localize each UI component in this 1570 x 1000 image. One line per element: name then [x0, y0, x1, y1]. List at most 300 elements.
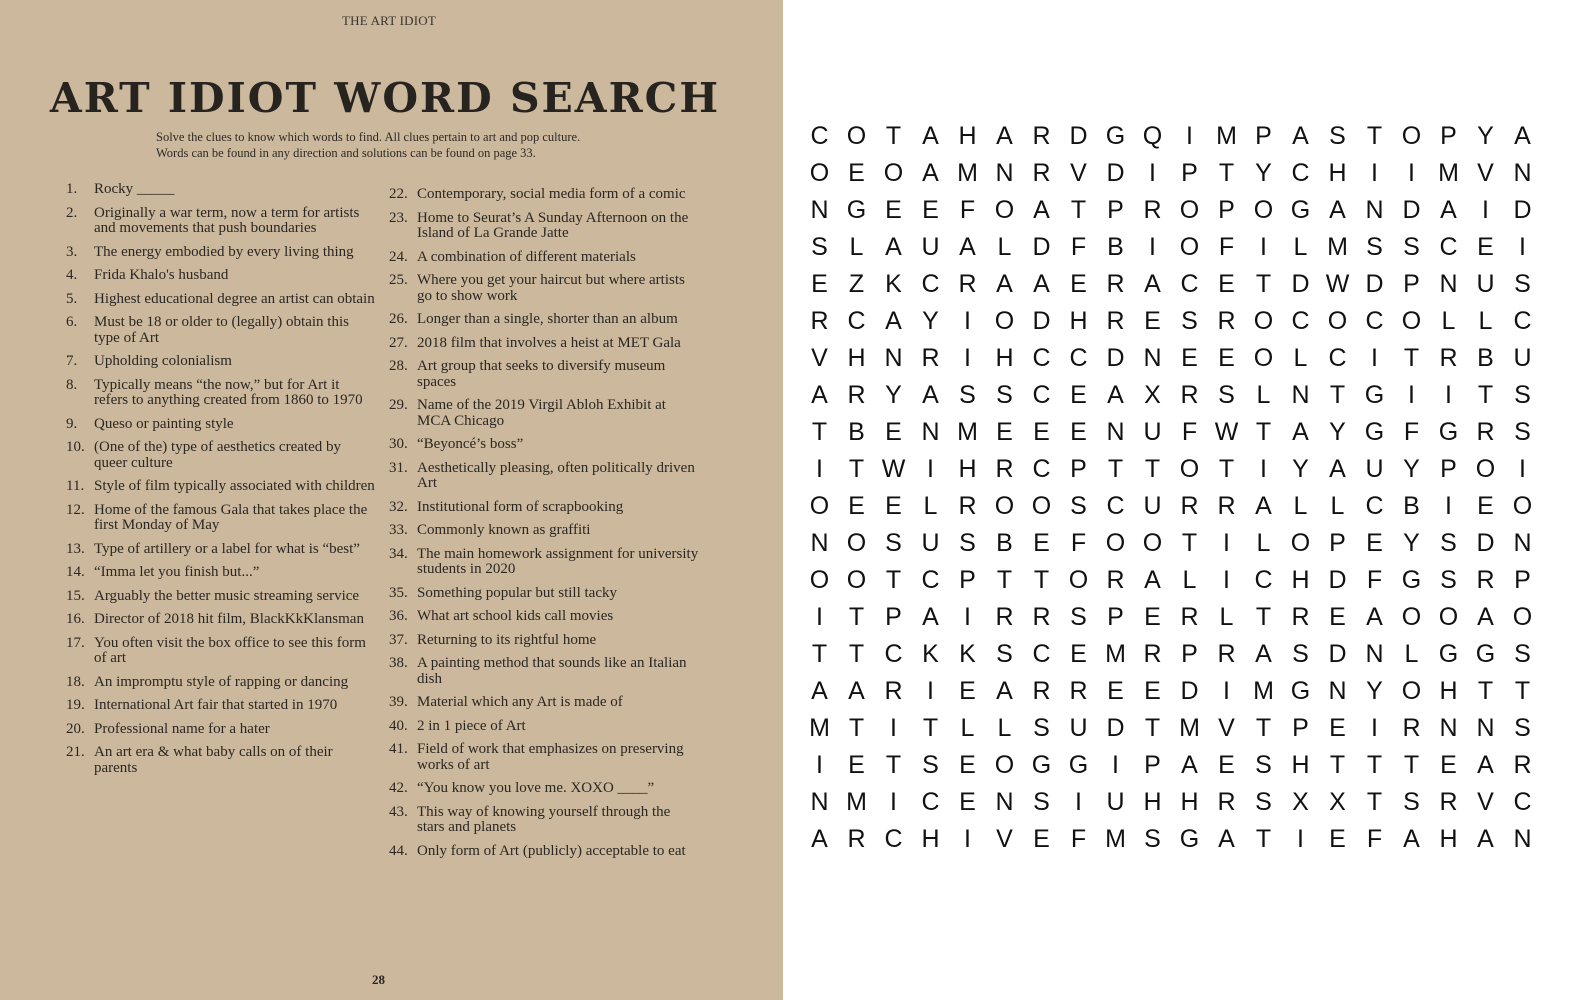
grid-letter[interactable]: O — [846, 122, 867, 150]
grid-letter[interactable]: E — [811, 270, 828, 298]
grid-letter[interactable]: P — [1255, 122, 1272, 150]
grid-letter[interactable]: U — [1476, 270, 1495, 298]
grid-letter[interactable]: A — [996, 677, 1013, 705]
grid-letter[interactable]: H — [1328, 159, 1347, 187]
grid-letter[interactable]: I — [1260, 455, 1267, 483]
grid-letter[interactable]: T — [1218, 159, 1235, 187]
grid-letter[interactable]: I — [816, 603, 823, 631]
grid-letter[interactable]: R — [995, 455, 1014, 483]
grid-letter[interactable]: R — [1217, 640, 1236, 668]
grid-letter[interactable]: H — [1439, 825, 1458, 853]
grid-letter[interactable]: S — [1292, 640, 1309, 668]
grid-letter[interactable]: E — [1070, 418, 1087, 446]
grid-letter[interactable]: O — [883, 159, 904, 187]
grid-letter[interactable]: E — [1033, 825, 1050, 853]
grid-letter[interactable]: C — [1032, 381, 1051, 409]
grid-letter[interactable]: N — [884, 344, 903, 372]
grid-letter[interactable]: O — [1253, 344, 1274, 372]
grid-letter[interactable]: D — [1032, 307, 1051, 335]
grid-letter[interactable]: U — [1143, 492, 1162, 520]
grid-letter[interactable]: C — [1291, 307, 1310, 335]
grid-letter[interactable]: G — [846, 196, 867, 224]
grid-letter[interactable]: A — [1477, 751, 1494, 779]
grid-letter[interactable]: T — [1366, 788, 1383, 816]
grid-letter[interactable]: G — [1364, 418, 1385, 446]
grid-letter[interactable]: C — [810, 122, 829, 150]
grid-letter[interactable]: R — [1106, 307, 1125, 335]
grid-letter[interactable]: L — [1256, 381, 1271, 409]
grid-letter[interactable]: F — [1070, 529, 1087, 557]
grid-letter[interactable]: G — [1068, 751, 1089, 779]
grid-letter[interactable]: A — [1329, 196, 1346, 224]
grid-letter[interactable]: V — [1477, 159, 1494, 187]
grid-letter[interactable]: O — [1253, 307, 1274, 335]
grid-letter[interactable]: A — [1144, 270, 1161, 298]
grid-letter[interactable]: P — [1107, 603, 1124, 631]
grid-letter[interactable]: I — [927, 455, 934, 483]
grid-letter[interactable]: I — [927, 677, 934, 705]
grid-letter[interactable]: O — [846, 566, 867, 594]
grid-letter[interactable]: A — [1218, 825, 1235, 853]
grid-letter[interactable]: Y — [1477, 122, 1494, 150]
grid-letter[interactable]: U — [1365, 455, 1384, 483]
grid-letter[interactable]: R — [1106, 270, 1125, 298]
grid-letter[interactable]: A — [959, 233, 976, 261]
grid-letter[interactable]: M — [1327, 233, 1348, 261]
grid-letter[interactable]: R — [1143, 196, 1162, 224]
grid-letter[interactable]: T — [1255, 603, 1272, 631]
grid-letter[interactable]: P — [1440, 122, 1457, 150]
grid-letter[interactable]: E — [1070, 381, 1087, 409]
grid-letter[interactable]: P — [1070, 455, 1087, 483]
grid-letter[interactable]: R — [1032, 603, 1051, 631]
grid-letter[interactable]: L — [1293, 233, 1308, 261]
grid-letter[interactable]: A — [1440, 196, 1457, 224]
grid-letter[interactable]: N — [1365, 640, 1384, 668]
grid-letter[interactable]: S — [1403, 788, 1420, 816]
grid-letter[interactable]: T — [1403, 344, 1420, 372]
grid-letter[interactable]: I — [816, 751, 823, 779]
grid-letter[interactable]: G — [1290, 196, 1311, 224]
grid-letter[interactable]: U — [1106, 788, 1125, 816]
grid-letter[interactable]: S — [1033, 788, 1050, 816]
grid-letter[interactable]: L — [1404, 640, 1419, 668]
grid-letter[interactable]: N — [1513, 825, 1532, 853]
grid-letter[interactable]: B — [1477, 344, 1494, 372]
grid-letter[interactable]: N — [1291, 381, 1310, 409]
grid-letter[interactable]: T — [848, 714, 865, 742]
grid-letter[interactable]: I — [1223, 677, 1230, 705]
grid-letter[interactable]: S — [1181, 307, 1198, 335]
grid-letter[interactable]: I — [1371, 344, 1378, 372]
grid-letter[interactable]: E — [1070, 640, 1087, 668]
grid-letter[interactable]: E — [1218, 344, 1235, 372]
grid-letter[interactable]: O — [1512, 603, 1533, 631]
grid-letter[interactable]: U — [1513, 344, 1532, 372]
grid-letter[interactable]: D — [1476, 529, 1495, 557]
grid-letter[interactable]: L — [1478, 307, 1493, 335]
grid-letter[interactable]: O — [1401, 307, 1422, 335]
grid-letter[interactable]: E — [1477, 492, 1494, 520]
grid-letter[interactable]: V — [811, 344, 828, 372]
grid-letter[interactable]: E — [959, 677, 976, 705]
grid-letter[interactable]: W — [881, 455, 906, 483]
grid-letter[interactable]: F — [959, 196, 976, 224]
grid-letter[interactable]: T — [1403, 751, 1420, 779]
grid-letter[interactable]: I — [1260, 233, 1267, 261]
grid-letter[interactable]: T — [922, 714, 939, 742]
grid-letter[interactable]: I — [964, 825, 971, 853]
grid-letter[interactable]: G — [1290, 677, 1311, 705]
grid-letter[interactable]: D — [1513, 196, 1532, 224]
grid-letter[interactable]: C — [1291, 159, 1310, 187]
grid-letter[interactable]: O — [1105, 529, 1126, 557]
grid-letter[interactable]: K — [885, 270, 902, 298]
grid-letter[interactable]: H — [1291, 566, 1310, 594]
grid-letter[interactable]: N — [1143, 344, 1162, 372]
grid-letter[interactable]: T — [1255, 270, 1272, 298]
grid-letter[interactable]: O — [1068, 566, 1089, 594]
grid-letter[interactable]: P — [1292, 714, 1309, 742]
grid-letter[interactable]: H — [921, 825, 940, 853]
grid-letter[interactable]: I — [1445, 492, 1452, 520]
grid-letter[interactable]: T — [1033, 566, 1050, 594]
grid-letter[interactable]: I — [890, 714, 897, 742]
grid-letter[interactable]: D — [1069, 122, 1088, 150]
grid-letter[interactable]: I — [1371, 159, 1378, 187]
grid-letter[interactable]: E — [1329, 714, 1346, 742]
grid-letter[interactable]: S — [1255, 788, 1272, 816]
grid-letter[interactable]: S — [1514, 381, 1531, 409]
grid-letter[interactable]: Z — [848, 270, 865, 298]
grid-letter[interactable]: A — [811, 381, 828, 409]
grid-letter[interactable]: R — [810, 307, 829, 335]
grid-letter[interactable]: T — [1477, 677, 1494, 705]
grid-letter[interactable]: F — [1403, 418, 1420, 446]
grid-letter[interactable]: M — [846, 788, 867, 816]
grid-letter[interactable]: C — [921, 270, 940, 298]
grid-letter[interactable]: M — [1179, 714, 1200, 742]
grid-letter[interactable]: O — [1031, 492, 1052, 520]
grid-letter[interactable]: E — [1033, 529, 1050, 557]
grid-letter[interactable]: C — [1069, 344, 1088, 372]
grid-letter[interactable]: C — [1365, 307, 1384, 335]
grid-letter[interactable]: N — [1106, 418, 1125, 446]
grid-letter[interactable]: S — [959, 381, 976, 409]
grid-letter[interactable]: S — [1514, 714, 1531, 742]
grid-letter[interactable]: R — [1476, 566, 1495, 594]
grid-letter[interactable]: A — [1366, 603, 1383, 631]
grid-letter[interactable]: V — [996, 825, 1013, 853]
grid-letter[interactable]: I — [1223, 529, 1230, 557]
grid-letter[interactable]: E — [885, 196, 902, 224]
grid-letter[interactable]: N — [1513, 529, 1532, 557]
grid-letter[interactable]: Y — [885, 381, 902, 409]
grid-letter[interactable]: E — [1440, 751, 1457, 779]
grid-letter[interactable]: L — [997, 233, 1012, 261]
grid-letter[interactable]: C — [1439, 233, 1458, 261]
grid-letter[interactable]: D — [1402, 196, 1421, 224]
grid-letter[interactable]: F — [1218, 233, 1235, 261]
grid-letter[interactable]: D — [1106, 344, 1125, 372]
grid-letter[interactable]: M — [1105, 640, 1126, 668]
grid-letter[interactable]: E — [848, 751, 865, 779]
grid-letter[interactable]: S — [996, 640, 1013, 668]
grid-letter[interactable]: S — [811, 233, 828, 261]
grid-letter[interactable]: E — [1144, 603, 1161, 631]
grid-letter[interactable]: I — [1075, 788, 1082, 816]
grid-letter[interactable]: T — [1329, 751, 1346, 779]
grid-letter[interactable]: O — [1179, 196, 1200, 224]
grid-letter[interactable]: A — [1107, 381, 1124, 409]
grid-letter[interactable]: M — [1216, 122, 1237, 150]
grid-letter[interactable]: S — [996, 381, 1013, 409]
grid-letter[interactable]: I — [1297, 825, 1304, 853]
grid-letter[interactable]: M — [809, 714, 830, 742]
grid-letter[interactable]: H — [1069, 307, 1088, 335]
grid-letter[interactable]: C — [1032, 344, 1051, 372]
grid-letter[interactable]: I — [890, 788, 897, 816]
grid-letter[interactable]: H — [1439, 677, 1458, 705]
grid-letter[interactable]: E — [1329, 825, 1346, 853]
grid-letter[interactable]: T — [848, 455, 865, 483]
grid-letter[interactable]: P — [959, 566, 976, 594]
grid-letter[interactable]: G — [1438, 418, 1459, 446]
grid-letter[interactable]: A — [1181, 751, 1198, 779]
grid-letter[interactable]: Q — [1142, 122, 1163, 150]
grid-letter[interactable]: X — [1292, 788, 1309, 816]
grid-letter[interactable]: H — [847, 344, 866, 372]
grid-letter[interactable]: Y — [1403, 455, 1420, 483]
grid-letter[interactable]: M — [1253, 677, 1274, 705]
grid-letter[interactable]: F — [1366, 825, 1383, 853]
grid-letter[interactable]: A — [848, 677, 865, 705]
grid-letter[interactable]: R — [1291, 603, 1310, 631]
grid-letter[interactable]: L — [960, 714, 975, 742]
grid-letter[interactable]: R — [1180, 492, 1199, 520]
grid-letter[interactable]: V — [1218, 714, 1235, 742]
grid-letter[interactable]: E — [922, 196, 939, 224]
grid-letter[interactable]: T — [885, 751, 902, 779]
grid-letter[interactable]: E — [1218, 751, 1235, 779]
grid-letter[interactable]: S — [959, 529, 976, 557]
grid-letter[interactable]: C — [921, 788, 940, 816]
grid-letter[interactable]: T — [996, 566, 1013, 594]
grid-letter[interactable]: G — [1401, 566, 1422, 594]
grid-letter[interactable]: W — [1214, 418, 1239, 446]
grid-letter[interactable]: E — [1181, 344, 1198, 372]
grid-letter[interactable]: B — [1107, 233, 1124, 261]
grid-letter[interactable]: I — [1408, 381, 1415, 409]
grid-letter[interactable]: P — [1440, 455, 1457, 483]
grid-letter[interactable]: S — [1070, 492, 1087, 520]
grid-letter[interactable]: E — [1477, 233, 1494, 261]
grid-letter[interactable]: I — [1223, 566, 1230, 594]
grid-letter[interactable]: P — [1218, 196, 1235, 224]
grid-letter[interactable]: Y — [1366, 677, 1383, 705]
grid-letter[interactable]: C — [1106, 492, 1125, 520]
grid-letter[interactable]: O — [1179, 455, 1200, 483]
grid-letter[interactable]: F — [1070, 233, 1087, 261]
grid-letter[interactable]: A — [922, 159, 939, 187]
grid-letter[interactable]: T — [1181, 529, 1198, 557]
grid-letter[interactable]: X — [1329, 788, 1346, 816]
grid-letter[interactable]: A — [1292, 418, 1309, 446]
grid-letter[interactable]: B — [996, 529, 1013, 557]
grid-letter[interactable]: A — [996, 270, 1013, 298]
grid-letter[interactable]: I — [1408, 159, 1415, 187]
grid-letter[interactable]: D — [1291, 270, 1310, 298]
grid-letter[interactable]: E — [1329, 603, 1346, 631]
grid-letter[interactable]: T — [848, 640, 865, 668]
grid-letter[interactable]: M — [1105, 825, 1126, 853]
grid-letter[interactable]: I — [1482, 196, 1489, 224]
grid-letter[interactable]: A — [1033, 270, 1050, 298]
grid-letter[interactable]: C — [847, 307, 866, 335]
grid-letter[interactable]: E — [848, 492, 865, 520]
grid-letter[interactable]: R — [1439, 344, 1458, 372]
grid-letter[interactable]: T — [848, 603, 865, 631]
grid-letter[interactable]: S — [1440, 566, 1457, 594]
grid-letter[interactable]: B — [848, 418, 865, 446]
grid-letter[interactable]: A — [811, 825, 828, 853]
grid-letter[interactable]: R — [1032, 677, 1051, 705]
grid-letter[interactable]: R — [1439, 788, 1458, 816]
grid-letter[interactable]: D — [1328, 640, 1347, 668]
grid-letter[interactable]: O — [846, 529, 867, 557]
grid-letter[interactable]: R — [847, 381, 866, 409]
grid-letter[interactable]: T — [1255, 418, 1272, 446]
grid-letter[interactable]: C — [1513, 788, 1532, 816]
grid-letter[interactable]: O — [1512, 492, 1533, 520]
grid-letter[interactable]: R — [1476, 418, 1495, 446]
grid-letter[interactable]: O — [1401, 603, 1422, 631]
grid-letter[interactable]: A — [922, 381, 939, 409]
grid-letter[interactable]: S — [1033, 714, 1050, 742]
grid-letter[interactable]: E — [885, 492, 902, 520]
grid-letter[interactable]: Y — [1329, 418, 1346, 446]
grid-letter[interactable]: G — [1438, 640, 1459, 668]
grid-letter[interactable]: D — [1180, 677, 1199, 705]
grid-letter[interactable]: D — [1032, 233, 1051, 261]
grid-letter[interactable]: C — [884, 825, 903, 853]
grid-letter[interactable]: H — [958, 455, 977, 483]
grid-letter[interactable]: T — [1144, 714, 1161, 742]
grid-letter[interactable]: P — [1181, 159, 1198, 187]
grid-letter[interactable]: R — [921, 344, 940, 372]
grid-letter[interactable]: N — [1439, 714, 1458, 742]
grid-letter[interactable]: A — [1329, 455, 1346, 483]
grid-letter[interactable]: H — [1180, 788, 1199, 816]
grid-letter[interactable]: A — [1033, 196, 1050, 224]
grid-letter[interactable]: N — [1513, 159, 1532, 187]
grid-letter[interactable]: R — [1069, 677, 1088, 705]
grid-letter[interactable]: Y — [1255, 159, 1272, 187]
grid-letter[interactable]: S — [1440, 529, 1457, 557]
grid-letter[interactable]: V — [1477, 788, 1494, 816]
grid-letter[interactable]: U — [921, 529, 940, 557]
grid-letter[interactable]: H — [958, 122, 977, 150]
grid-letter[interactable]: L — [1219, 603, 1234, 631]
grid-letter[interactable]: T — [885, 122, 902, 150]
grid-letter[interactable]: T — [1107, 455, 1124, 483]
grid-letter[interactable]: G — [1475, 640, 1496, 668]
grid-letter[interactable]: D — [1328, 566, 1347, 594]
grid-letter[interactable]: Y — [1403, 529, 1420, 557]
grid-letter[interactable]: I — [1519, 455, 1526, 483]
grid-letter[interactable]: P — [1514, 566, 1531, 594]
grid-letter[interactable]: N — [810, 529, 829, 557]
grid-letter[interactable]: E — [1033, 418, 1050, 446]
grid-letter[interactable]: O — [994, 196, 1015, 224]
grid-letter[interactable]: S — [1329, 122, 1346, 150]
grid-letter[interactable]: R — [1180, 381, 1199, 409]
grid-letter[interactable]: S — [1144, 825, 1161, 853]
grid-letter[interactable]: N — [921, 418, 940, 446]
grid-letter[interactable]: E — [885, 418, 902, 446]
grid-letter[interactable]: R — [1032, 159, 1051, 187]
grid-letter[interactable]: I — [964, 307, 971, 335]
grid-letter[interactable]: A — [1477, 603, 1494, 631]
grid-letter[interactable]: R — [1402, 714, 1421, 742]
grid-letter[interactable]: M — [957, 418, 978, 446]
grid-letter[interactable]: D — [1106, 714, 1125, 742]
grid-letter[interactable]: R — [1217, 307, 1236, 335]
grid-letter[interactable]: C — [1328, 344, 1347, 372]
grid-letter[interactable]: T — [1255, 714, 1272, 742]
grid-letter[interactable]: R — [1032, 122, 1051, 150]
grid-letter[interactable]: A — [885, 307, 902, 335]
grid-letter[interactable]: A — [1292, 122, 1309, 150]
grid-letter[interactable]: E — [1070, 270, 1087, 298]
grid-letter[interactable]: U — [1069, 714, 1088, 742]
grid-letter[interactable]: F — [1181, 418, 1198, 446]
grid-letter[interactable]: H — [1143, 788, 1162, 816]
grid-letter[interactable]: G — [1031, 751, 1052, 779]
grid-letter[interactable]: G — [1105, 122, 1126, 150]
grid-letter[interactable]: E — [1218, 270, 1235, 298]
grid-letter[interactable]: T — [1218, 455, 1235, 483]
grid-letter[interactable]: S — [1514, 418, 1531, 446]
grid-letter[interactable]: A — [1403, 825, 1420, 853]
grid-letter[interactable]: T — [1329, 381, 1346, 409]
grid-letter[interactable]: F — [1070, 825, 1087, 853]
grid-letter[interactable]: S — [1514, 640, 1531, 668]
grid-letter[interactable]: A — [1255, 640, 1272, 668]
grid-letter[interactable]: E — [848, 159, 865, 187]
grid-letter[interactable]: P — [1181, 640, 1198, 668]
grid-letter[interactable]: L — [1330, 492, 1345, 520]
grid-letter[interactable]: N — [1328, 677, 1347, 705]
grid-letter[interactable]: L — [849, 233, 864, 261]
grid-letter[interactable]: C — [884, 640, 903, 668]
grid-letter[interactable]: O — [1401, 677, 1422, 705]
grid-letter[interactable]: N — [1365, 196, 1384, 224]
grid-letter[interactable]: R — [1513, 751, 1532, 779]
grid-letter[interactable]: E — [1366, 529, 1383, 557]
grid-letter[interactable]: A — [1477, 825, 1494, 853]
grid-letter[interactable]: U — [921, 233, 940, 261]
grid-letter[interactable]: A — [1144, 566, 1161, 594]
grid-letter[interactable]: O — [809, 566, 830, 594]
grid-letter[interactable]: L — [1293, 492, 1308, 520]
grid-letter[interactable]: I — [1519, 233, 1526, 261]
grid-letter[interactable]: A — [885, 233, 902, 261]
grid-letter[interactable]: N — [995, 788, 1014, 816]
grid-letter[interactable]: O — [1327, 307, 1348, 335]
grid-letter[interactable]: P — [1144, 751, 1161, 779]
grid-letter[interactable]: R — [884, 677, 903, 705]
